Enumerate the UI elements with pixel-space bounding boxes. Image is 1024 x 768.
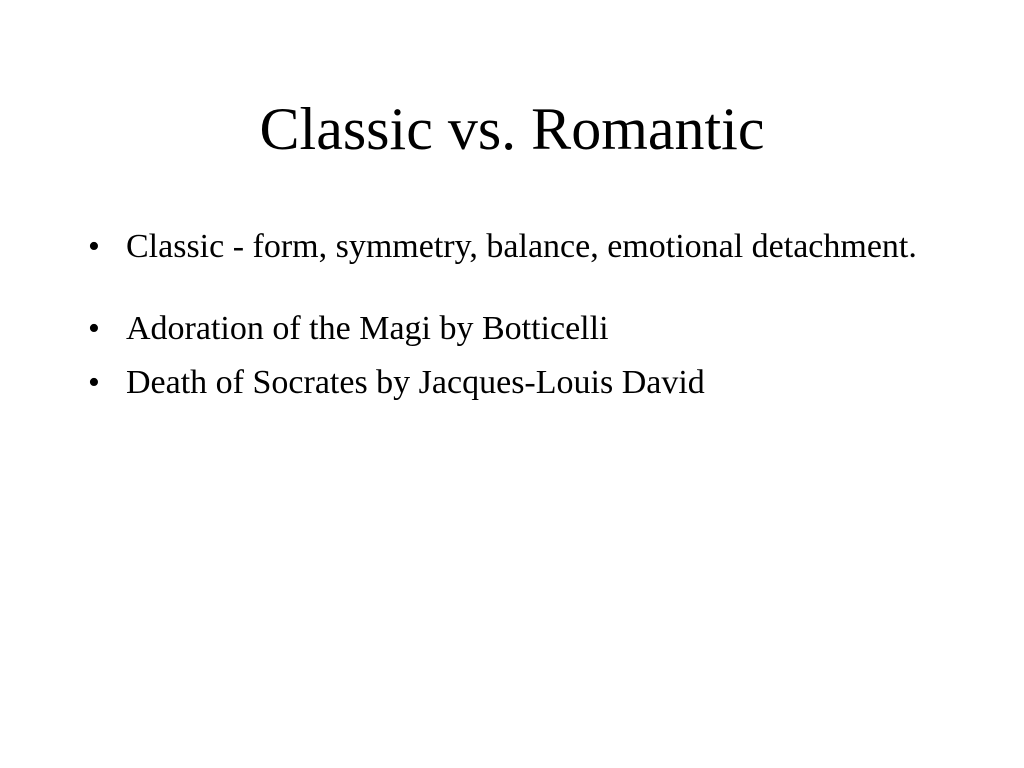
bullet-text: Death of Socrates by Jacques-Louis David: [126, 364, 705, 401]
bullet-item-classic-definition: [88, 226, 948, 268]
bullet-icon: •: [88, 364, 100, 401]
bullet-item-death-of-socrates: [88, 362, 948, 404]
bullet-list: [88, 226, 948, 416]
bullet-text: Adoration of the Magi by Botticelli: [126, 310, 609, 347]
bullet-text: Classic - form, symmetry, balance, emotional detachment.: [126, 228, 917, 265]
bullet-icon: •: [88, 310, 100, 347]
slide-title: Classic vs. Romantic: [259, 96, 765, 162]
bullet-item-adoration-of-the-magi: [88, 308, 948, 350]
bullet-icon: •: [88, 228, 100, 265]
